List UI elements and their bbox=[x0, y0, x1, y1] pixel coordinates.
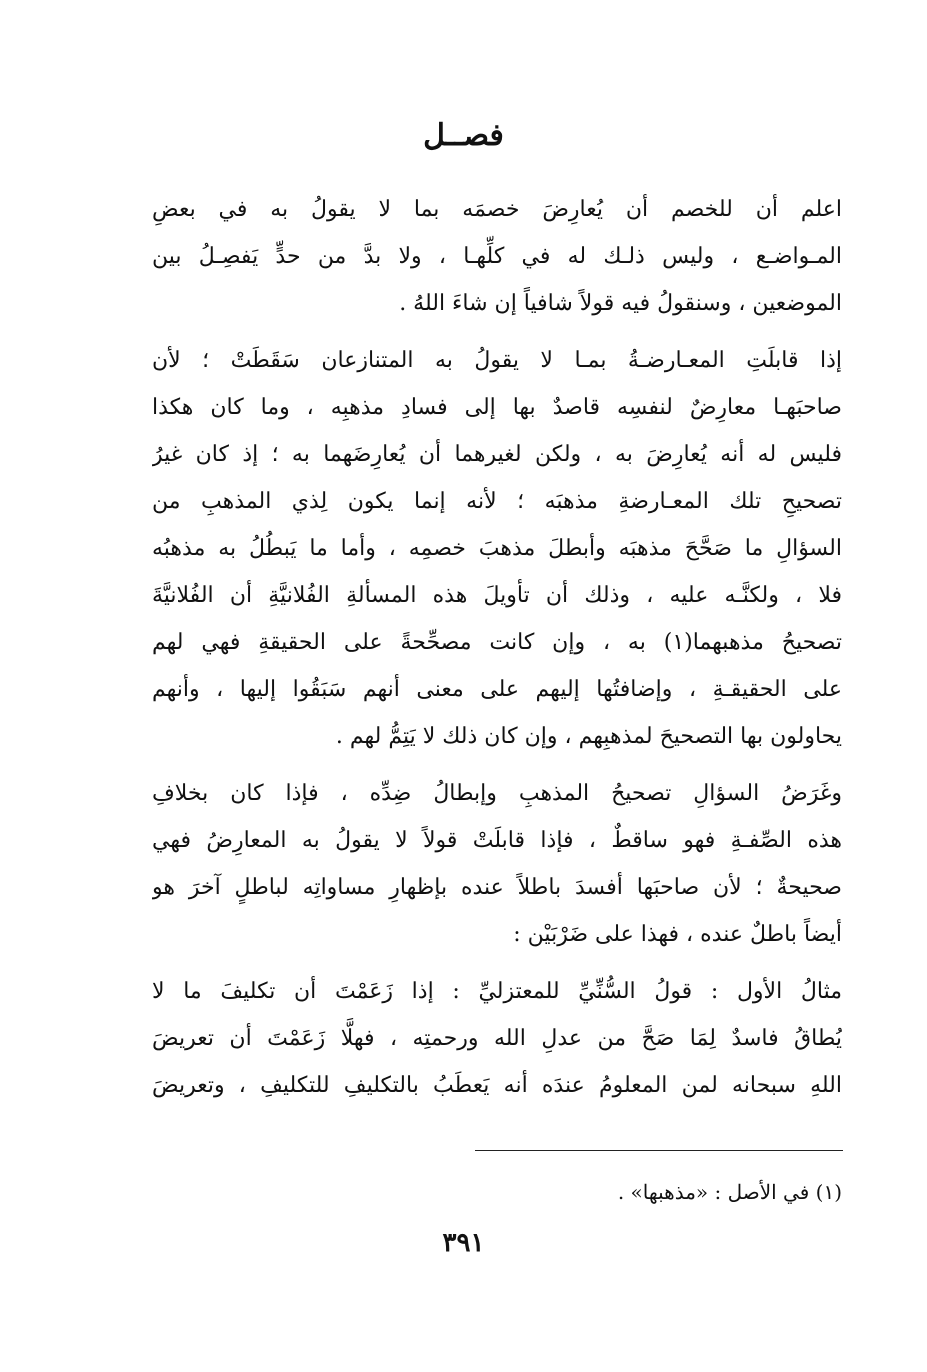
text-line: على الحقيقـةِ ، وإضافتُها إليهم على معنى أنهم سَبَقُوا إليها ، وأنهم bbox=[152, 677, 842, 702]
text-line: تصحيحُ مذهبهما(١) به ، وإن كانت مصحِّحةً على الحقيقةِ فهي لهم bbox=[152, 630, 842, 655]
footnote-divider bbox=[475, 1150, 843, 1151]
text-line: أيضاً باطلٌ عنده ، فهذا على ضَرْبَيْن : bbox=[513, 922, 842, 947]
text-line: اعلم أن للخصم أن يُعارِضَ خصمَه بما لا يقولُ به في بعضِ bbox=[152, 197, 842, 222]
section-heading: فصــل bbox=[423, 118, 504, 153]
paragraph bbox=[152, 968, 842, 1109]
text-line: يحاولون بها التصحيحَ لمذهبِهم ، وإن كان ذلك لا يَتِمُّ لهم . bbox=[335, 724, 842, 749]
text-line: وغَرَضُ السؤالِ تصحيحُ المذهبِ وإبطالُ ضِدِّه ، فإذا كان بخلافِ bbox=[152, 781, 842, 806]
main-text bbox=[152, 186, 842, 1119]
text-line: فلا ، ولكنَّـه عليه ، وذلك أن تأويلَ هذه المسألةِ الفُلانيَّةِ أن الفُلانيَّةَ bbox=[152, 583, 842, 608]
text-line: هذه الصِّفـةِ فهو ساقطٌ ، فإذا قابلَتْ قولاً لا يقولُ به المعارِضُ فهي bbox=[152, 828, 842, 853]
text-line: صاحبَهـا معارِضٌ لنفسِه قاصدٌ بها إلى فسادِ مذهبِه ، وما كان هكذا bbox=[152, 395, 842, 420]
paragraph bbox=[152, 337, 842, 760]
paragraph bbox=[152, 186, 842, 327]
text-line: يُطاقُ فاسدٌ لِمَا صَحَّ من عدلِ الله ورحمتِه ، فهلَّا زَعَمْتَ أن تعريضَ bbox=[152, 1026, 842, 1051]
text-line: صحيحةٌ ؛ لأن صاحبَها أفسدَ باطلاً عنده بإظهارِ مساواتِه لباطلٍ آخرَ هو bbox=[152, 875, 842, 900]
footnote: (١) في الأصل : «مذهبها» . bbox=[617, 1180, 842, 1204]
text-line: فليس له أنه يُعارِضَ به ، ولكن لغيرهما أن يُعارِضَهما به ؛ إذ كان غيرُ bbox=[152, 442, 842, 467]
paragraph bbox=[152, 770, 842, 958]
text-line: إذا قابلَتِ المعـارضـةُ بمـا لا يقولُ به المتنازعان سَقَطَتْ ؛ لأن bbox=[152, 348, 842, 373]
page-number: ٣٩١ bbox=[442, 1228, 485, 1258]
text-line: تصحيحِ تلك المعـارضةِ مذهبَه ؛ لأنه إنما يكون لِذي المذهبِ من bbox=[152, 489, 842, 514]
text-line: المـواضـع ، وليس ذلـك له في كلِّهـا ، ولا بدَّ من حدٍّ يَفصِـلُ بين bbox=[152, 244, 842, 269]
text-line: مثالُ الأول : قولُ السُّنِّيِّ للمعتزليِّ : إذا زَعَمْتَ أن تكليفَ ما لا bbox=[152, 979, 842, 1004]
text-line: السؤالِ ما صَحَّحَ مذهبَه وأبطلَ مذهبَ خصمِه ، وأما ما يَبطُلُ به مذهبُه bbox=[152, 536, 842, 561]
text-line: اللهِ سبحانه لمن المعلومُ عندَه أنه يَعطَبُ بالتكليفِ للتكليفِ ، وتعريضَ bbox=[152, 1073, 842, 1098]
text-line: الموضعين ، وسنقولُ فيه قولاً شافياً إن شاءَ اللهُ . bbox=[399, 291, 842, 316]
